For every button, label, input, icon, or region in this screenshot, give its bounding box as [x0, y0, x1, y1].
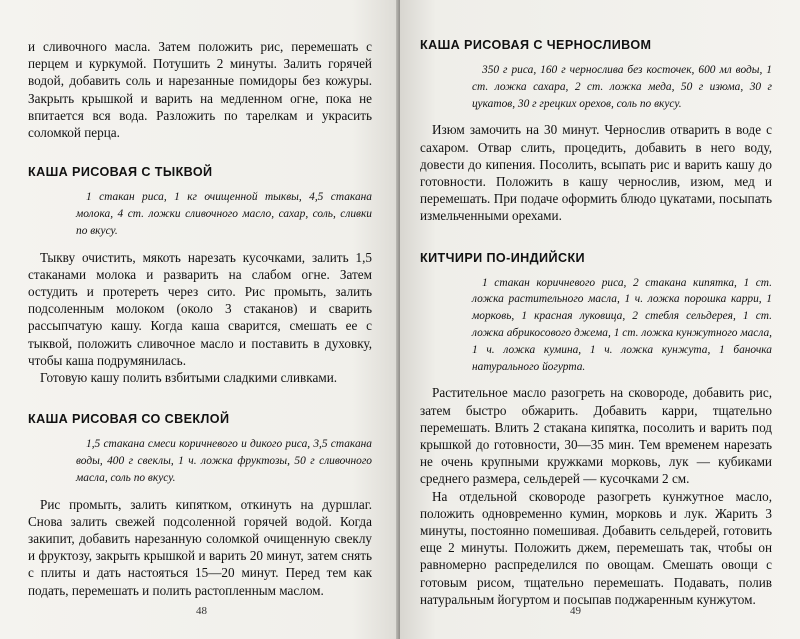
instructions-kitchari-2: На отдельной сковороде разогреть кунжутное масло, положить одновременно кумин, морковь и лук. Жарить 3 минуты, постоянно помешивая. Добавить сельдерей, готовить еще 2 минуты. Положить джем, перемешать так, чтобы он равномерно распределился по овощам. Смешать овощи с готовым рисом, тщательно перемешать. Подавать, полив натуральным йогуртом и посыпав поджаренным кунжутом.	[420, 488, 772, 607]
ingredients-prune: 350 г риса, 160 г чернослива без косточек, 600 мл воды, 1 ст. ложка сахара, 2 ст. ложка меда, 50 г изюма, 30 г цукатов, 30 г грецких орехов, соль по вкусу.	[472, 64, 772, 110]
recipe-title-pumpkin: КАША РИСОВАЯ С ТЫКВОЙ	[28, 165, 213, 180]
page-number: 48	[196, 605, 207, 617]
ingredients-kitchari: 1 стакан коричневого риса, 2 стакана кипятка, 1 ст. ложка растительного масла, 1 ч. ложка порошка карри, 1 морковь, 1 красная луковица, 2 стебля сельдерея, 1 ст. ложка абрикосового джема, 1 ст. ложка кунжутного масла, 1 ч. ложка кумина, 1 ч. ложка кунжута, 1 баночка натурального йогурта.	[472, 276, 772, 373]
instructions-pumpkin-2: Готовую кашу полить взбитыми сладкими сливками.	[40, 370, 338, 386]
recipe-title-prune: КАША РИСОВАЯ С ЧЕРНОСЛИВОМ	[420, 38, 652, 52]
page-number: 49	[570, 605, 581, 617]
instructions-beet-1: Рис промыть, залить кипятком, откинуть на дуршлаг. Снова залить свежей подсоленной горячей водой. Когда закипит, добавить нарезанную соломкой очищенную свеклу и фруктозу, закрыть крышкой и варить 20 минут, затем снять с плиты и дать настояться 15—20 минут. Перед тем как подать, перемешать и полить растопленным маслом.	[28, 496, 372, 598]
instructions-kitchari-1: Растительное масло разогреть на сковороде, добавить рис, затем быстро обжарить. Добавить карри, тщательно перемешать. Влить 2 стакана кипятка, посолить и варить под крышкой до готовности, 30—35 мин. Тем временем нарезать не очень крупными кружками морковь, лук — кубиками среднего размера, сельдерей — кусочками 2 см.	[420, 385, 772, 487]
recipe-title-beet: КАША РИСОВАЯ СО СВЕКЛОЙ	[28, 412, 230, 427]
ingredients-beet: 1,5 стакана смеси коричневого и дикого риса, 3,5 стакана воды, 400 г свеклы, 1 ч. ложка фруктозы, 50 г сливочного масла, соль по вкусу.	[76, 438, 372, 484]
recipe-title-kitchari: КИТЧИРИ ПО-ИНДИЙСКИ	[420, 250, 585, 265]
continued-paragraph: и сливочного масла. Затем положить рис, перемешать с перцем и куркумой. Потушить 2 минуты. Залить горячей водой, добавить соль и нарезанные помидоры без кожуры. Закрыть крышкой и варить на медленном огне, пока не впитается вся вода. Разложить по тарелкам и украсить соломкой перца.	[28, 39, 372, 141]
right-page	[400, 0, 800, 639]
instructions-pumpkin-1: Тыкву очистить, мякоть нарезать кусочками, залить 1,5 стаканами молока и разварить на слабом огне. Затем остудить и протереть через сито. Рис промыть, залить подсоленным молоком (около 3 стаканов) и сварить рассыпчатую кашу. Когда каша сварится, смешать ее с тыквой, положить сливочное масло и поставить в духовку, чтобы каша подрумянилась.	[28, 249, 372, 368]
instructions-prune-1: Изюм замочить на 30 минут. Чернослив отварить в воде с сахаром. Отвар слить, процедить, добавить в него воду, довести до кипения. Посолить, всыпать рис и варить кашу до готовности. Положить в кашу чернослив, изюм, мед и перемешать. При подаче оформить блюдо цукатами, посыпать измельченными орехами.	[420, 122, 772, 224]
ingredients-pumpkin: 1 стакан риса, 1 кг очищенной тыквы, 4,5 стакана молока, 4 ст. ложки сливочного масло, сахар, соль, сливки по вкусу.	[76, 191, 372, 237]
